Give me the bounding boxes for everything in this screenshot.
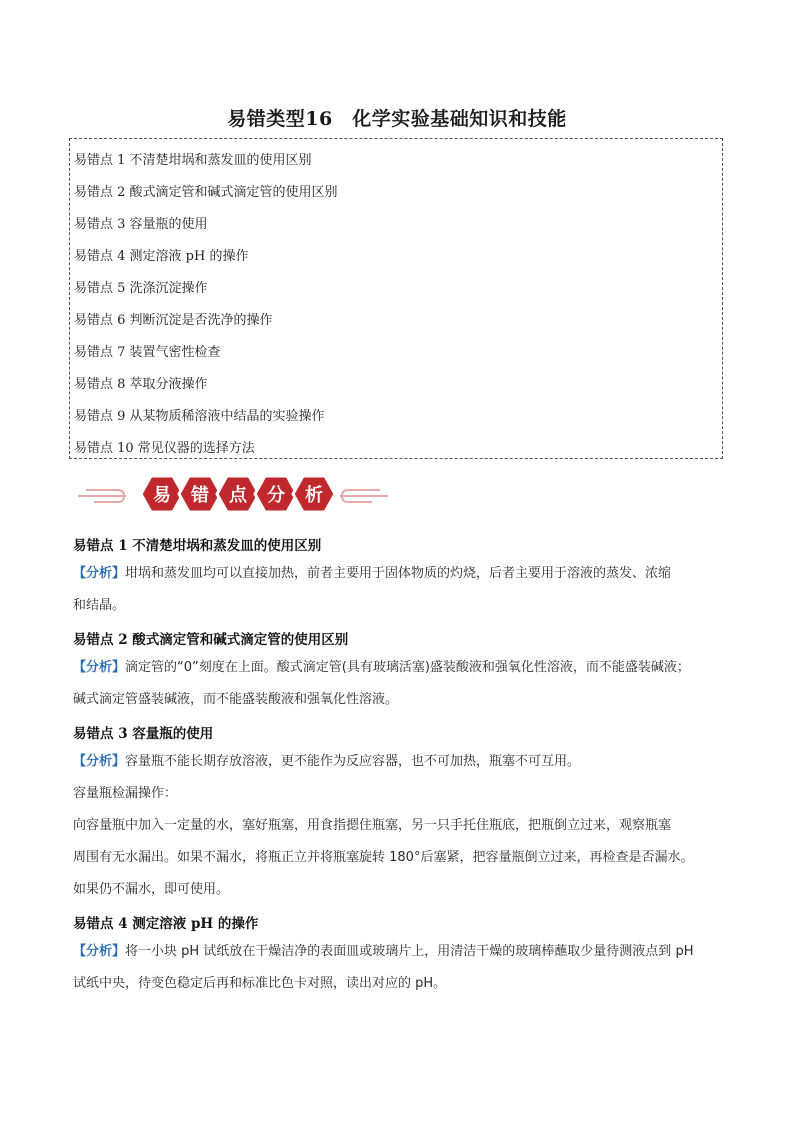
toc-item: 易错点 4 测定溶液 pH 的操作 — [74, 249, 249, 264]
toc-item: 易错点 5 洗涤沉淀操作 — [74, 281, 208, 296]
analysis-tag: 【分析】 — [73, 754, 126, 769]
toc-item: 易错点 7 装置气密性检查 — [74, 345, 221, 360]
toc-item: 易错点 10 常见仪器的选择方法 — [74, 441, 255, 456]
page-title: 易错类型16 化学实验基础知识和技能 — [227, 108, 567, 130]
banner-char: 易 — [153, 485, 171, 506]
toc-item: 易错点 1 不清楚坩埚和蒸发皿的使用区别 — [74, 153, 312, 168]
analysis-paragraph — [73, 746, 733, 906]
section-heading: 易错点 4 测定溶液 pH 的操作 — [73, 916, 259, 932]
section-heading: 易错点 1 不清楚坩埚和蒸发皿的使用区别 — [73, 538, 322, 554]
left-ornament-icon — [78, 490, 126, 502]
banner-char: 分 — [267, 485, 285, 506]
analysis-text: 如果仍不漏水，即可使用。 — [73, 882, 230, 897]
analysis-text: 周围有无水漏出。如果不漏水，将瓶正立并将瓶塞旋转 180°后塞紧，把容量瓶倒立过来，再检查是否漏水。 — [73, 850, 694, 865]
analysis-paragraph — [73, 652, 733, 716]
banner-char: 错 — [191, 485, 209, 506]
analysis-tag: 【分析】 — [73, 944, 126, 959]
banner-char: 点 — [229, 485, 247, 506]
analysis-text: 容量瓶不能长期存放溶液，更不能作为反应容器，也不可加热，瓶塞不可互用。 — [125, 754, 581, 769]
banner-char: 析 — [305, 485, 323, 506]
toc-item: 易错点 8 萃取分液操作 — [74, 377, 208, 392]
analysis-tag: 【分析】 — [73, 660, 126, 675]
section-heading: 易错点 3 容量瓶的使用 — [73, 726, 214, 742]
section-heading: 易错点 2 酸式滴定管和碱式滴定管的使用区别 — [73, 632, 349, 648]
analysis-text: 碱式滴定管盛装碱液，而不能盛装酸液和强氧化性溶液。 — [73, 692, 399, 707]
analysis-text: 滴定管的“0”刻度在上面。酸式滴定管(具有玻璃活塞)盛装酸液和强氧化性溶液，而不能盛装碱液； — [125, 660, 690, 675]
toc-box — [69, 138, 723, 459]
analysis-paragraph — [73, 936, 733, 1000]
toc-item: 易错点 6 判断沉淀是否洗净的操作 — [74, 313, 273, 328]
analysis-text: 将一小块 pH 试纸放在干燥洁净的表面皿或玻璃片上，用清洁干燥的玻璃棒蘸取少量待测液点到 pH — [125, 944, 694, 959]
section-banner — [78, 468, 388, 520]
toc-item: 易错点 9 从某物质稀溶液中结晶的实验操作 — [74, 409, 325, 424]
analysis-text: 和结晶。 — [73, 598, 126, 613]
analysis-paragraph — [73, 558, 733, 622]
analysis-text: 试纸中央，待变色稳定后再和标准比色卡对照，读出对应的 pH。 — [73, 976, 447, 991]
analysis-content — [73, 528, 733, 1000]
analysis-text: 容量瓶检漏操作： — [73, 786, 178, 801]
analysis-text: 向容量瓶中加入一定量的水，塞好瓶塞，用食指摁住瓶塞，另一只手托住瓶底，把瓶倒立过来，观察瓶塞 — [73, 818, 672, 833]
toc-item: 易错点 3 容量瓶的使用 — [74, 217, 208, 232]
right-ornament-icon — [340, 490, 388, 502]
analysis-text: 坩埚和蒸发皿均可以直接加热，前者主要用于固体物质的灼烧，后者主要用于溶液的蒸发、浓缩 — [125, 566, 672, 581]
analysis-tag: 【分析】 — [73, 566, 126, 581]
toc-item: 易错点 2 酸式滴定管和碱式滴定管的使用区别 — [74, 185, 338, 200]
